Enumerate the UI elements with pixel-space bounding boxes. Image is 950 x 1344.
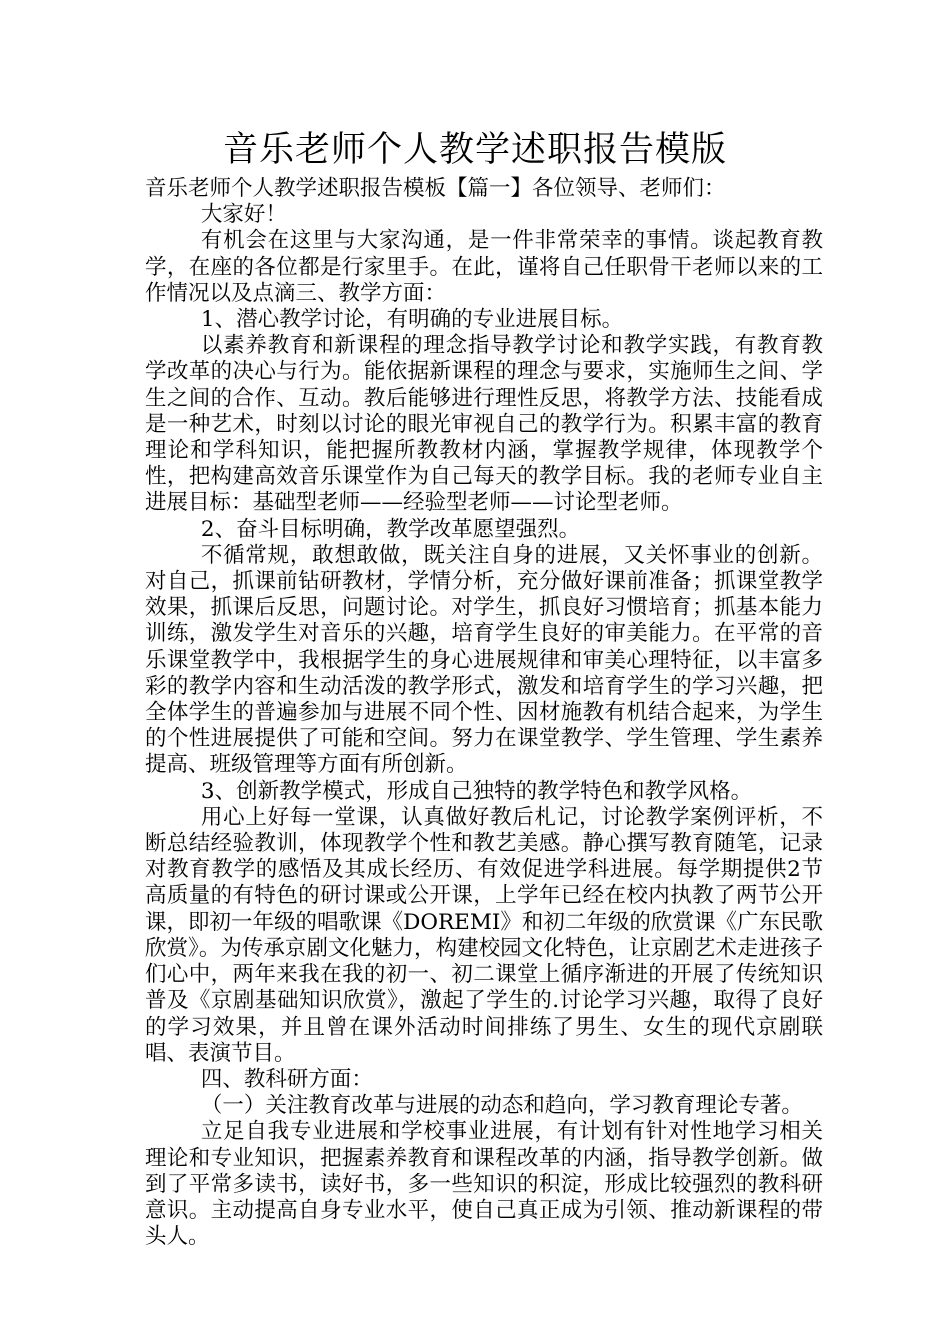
document-title: 音乐老师个人教学述职报告模版 (222, 130, 727, 170)
subsection-paragraph-1: 立足自我专业进展和学校事业进展，有计划有针对性地学习相关理论和专业知识，把握素养教育和课程改革的内涵，指导教学创新。做到了平常多读书，读好书，多一些知识的积淀，形成比较强烈的教科研意识。主动提高自身专业水平，使自己真正成为引领、推动新课程的带头人。 (145, 1119, 823, 1250)
section-heading-1: 1、潜心教学讨论，有明确的专业进展目标。 (200, 307, 624, 333)
opening-line: 音乐老师个人教学述职报告模板【篇一】各位领导、老师们： (145, 176, 726, 201)
subsection-heading-1: （一）关注教育改革与进展的动态和趋向，学习教育理论专著。 (200, 1093, 803, 1119)
section-paragraph-1: 以素养教育和新课程的理念指导教学讨论和教学实践，有教育教学改革的决心与行为。能依据新课程的理念与要求，实施师生之间、学生之间的合作、互动。教后能够进行理性反思，将教学方法、技能看成是一种艺术，时刻以讨论的眼光审视自己的教学行为。积累丰富的教育理论和学科知识，能把握所教教材内涵，掌握教学规律，体现教学个性，把构建高效音乐课堂作为自己每天的教学目标。我的老师专业自主进展目标：基础型老师——经验型老师——讨论型老师。 (145, 333, 823, 516)
section-heading-2: 2、奋斗目标明确，教学改革愿望强烈。 (200, 516, 581, 542)
section-heading-3: 3、创新教学模式，形成自己独特的教学特色和教学风格。 (200, 778, 753, 804)
section-paragraph-2: 不循常规，敢想敢做，既关注自身的进展，又关怀事业的创新。对自己，抓课前钻研教材，学情分析，充分做好课前准备；抓课堂教学效果，抓课后反思，问题讨论。对学生，抓良好习惯培育；抓基本能力训练，激发学生对音乐的兴趣，培育学生良好的审美能力。在平常的音乐课堂教学中，我根据学生的身心进展规律和审美心理特征，以丰富多彩的教学内容和生动活泼的教学形式，激发和培育学生的学习兴趣，把全体学生的普遍参加与进展不同个性、因材施教有机结合起来，为学生的个性进展提供了可能和空间。努力在课堂教学、学生管理、学生素养提高、班级管理等方面有所创新。 (145, 542, 823, 778)
intro-paragraph: 有机会在这里与大家沟通，是一件非常荣幸的事情。谈起教育教学，在座的各位都是行家里手。在此，谨将自己任职骨干老师以来的工作情况以及点滴三、教学方面： (145, 228, 823, 306)
section-heading-4: 四、教科研方面： (200, 1066, 373, 1092)
section-paragraph-3: 用心上好每一堂课，认真做好教后札记，讨论教学案例评析，不断总结经验教训，体现教学个性和教艺美感。静心撰写教育随笔，记录对教育教学的感悟及其成长经历、有效促进学科进展。每学期提供2节高质量的有特色的研讨课或公开课，上学年已经在校内执教了两节公开课，即初一年级的唱歌课《DOREMI》和初二年级的欣赏课《广东民歌欣赏》。为传承京剧文化魅力，构建校园文化特色，让京剧艺术走进孩子们心中，两年来我在我的初一、初二课堂上循序渐进的开展了传统知识普及《京剧基础知识欣赏》，激起了学生的.讨论学习兴趣，取得了良好的学习效果，并且曾在课外活动时间排练了男生、女生的现代京剧联唱、表演节目。 (145, 804, 823, 1066)
greeting: 大家好！ (200, 202, 287, 228)
document-body (145, 176, 823, 1250)
